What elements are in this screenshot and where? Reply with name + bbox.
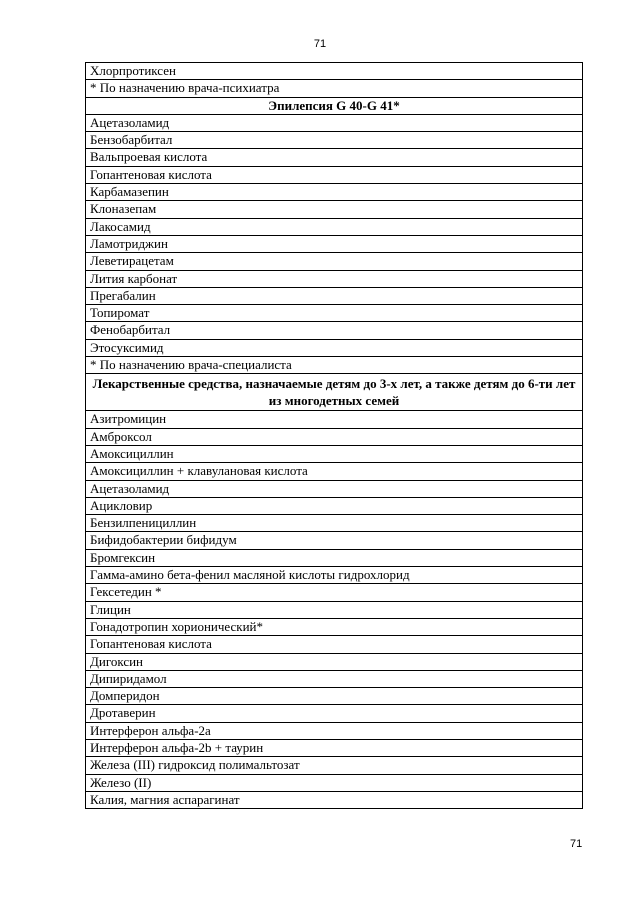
drug-row [86, 428, 583, 445]
drug-row [86, 532, 583, 549]
drug-row [86, 218, 583, 235]
drug-row [86, 132, 583, 149]
drug-row [86, 463, 583, 480]
drug-row [86, 63, 583, 80]
drug-row [86, 584, 583, 601]
drug-name-cell: Амоксициллин [86, 445, 583, 462]
drug-name-cell: Амоксициллин + клавулановая кислота [86, 463, 583, 480]
drug-list-table [85, 62, 583, 809]
page-number-bottom: 71 [570, 838, 583, 850]
drug-row [86, 515, 583, 532]
drug-row [86, 201, 583, 218]
drug-list-body [86, 63, 583, 809]
drug-name-cell: Домперидон [86, 688, 583, 705]
drug-name-cell: Ацикловир [86, 497, 583, 514]
drug-name-cell: Ацетазоламид [86, 480, 583, 497]
note-cell: * По назначению врача-специалиста [86, 357, 583, 374]
drug-name-cell: Фенобарбитал [86, 322, 583, 339]
drug-name-cell: Амброксол [86, 428, 583, 445]
drug-name-cell: Дигоксин [86, 653, 583, 670]
page-number-top: 71 [313, 38, 327, 50]
drug-row [86, 757, 583, 774]
drug-name-cell: Ламотриджин [86, 235, 583, 252]
drug-name-cell: Азитромицин [86, 411, 583, 428]
drug-name-cell: Интерферон альфа-2b + таурин [86, 739, 583, 756]
drug-row [86, 670, 583, 687]
drug-row [86, 411, 583, 428]
drug-row [86, 549, 583, 566]
drug-row [86, 166, 583, 183]
drug-row [86, 253, 583, 270]
drug-row [86, 791, 583, 808]
drug-name-cell: Интерферон альфа-2а [86, 722, 583, 739]
drug-row [86, 305, 583, 322]
drug-name-cell: Глицин [86, 601, 583, 618]
drug-name-cell: Бензилпенициллин [86, 515, 583, 532]
section-header-row [86, 374, 583, 411]
drug-row [86, 114, 583, 131]
drug-row [86, 480, 583, 497]
drug-row [86, 235, 583, 252]
drug-name-cell: Дротаверин [86, 705, 583, 722]
drug-row [86, 705, 583, 722]
drug-row [86, 184, 583, 201]
drug-name-cell: Гопантеновая кислота [86, 166, 583, 183]
drug-row [86, 739, 583, 756]
drug-name-cell: Калия, магния аспарагинат [86, 791, 583, 808]
drug-row [86, 497, 583, 514]
drug-name-cell: Дипиридамол [86, 670, 583, 687]
drug-name-cell: Вальпроевая кислота [86, 149, 583, 166]
drug-name-cell: Железа (III) гидроксид полимальтозат [86, 757, 583, 774]
drug-row [86, 636, 583, 653]
drug-name-cell: Гопантеновая кислота [86, 636, 583, 653]
drug-name-cell: Леветирацетам [86, 253, 583, 270]
drug-row [86, 445, 583, 462]
drug-name-cell: Лакосамид [86, 218, 583, 235]
drug-row [86, 567, 583, 584]
drug-name-cell: Железо (II) [86, 774, 583, 791]
drug-name-cell: Топиромат [86, 305, 583, 322]
drug-name-cell: Гамма-амино бета-фенил масляной кислоты гидрохлорид [86, 567, 583, 584]
note-row [86, 357, 583, 374]
drug-name-cell: Ацетазоламид [86, 114, 583, 131]
drug-name-cell: Бензобарбитал [86, 132, 583, 149]
drug-name-cell: Лития карбонат [86, 270, 583, 287]
note-row [86, 80, 583, 97]
section-header-cell: Лекарственные средства, назначаемые детям до 3-х лет, а также детям до 6-ти лет из многодетных семей [86, 374, 583, 411]
drug-name-cell: Бифидобактерии бифидум [86, 532, 583, 549]
drug-name-cell: Этосуксимид [86, 339, 583, 356]
drug-row [86, 149, 583, 166]
drug-name-cell: Прегабалин [86, 287, 583, 304]
drug-row [86, 322, 583, 339]
drug-row [86, 774, 583, 791]
section-header-cell: Эпилепсия G 40-G 41* [86, 97, 583, 114]
drug-row [86, 601, 583, 618]
drug-name-cell: Гексетедин * [86, 584, 583, 601]
drug-name-cell: Хлорпротиксен [86, 63, 583, 80]
drug-row [86, 653, 583, 670]
drug-row [86, 287, 583, 304]
drug-name-cell: Гонадотропин хорионический* [86, 618, 583, 635]
drug-name-cell: Клоназепам [86, 201, 583, 218]
drug-row [86, 270, 583, 287]
drug-name-cell: Бромгексин [86, 549, 583, 566]
section-header-row [86, 97, 583, 114]
drug-row [86, 618, 583, 635]
drug-row [86, 339, 583, 356]
drug-row [86, 688, 583, 705]
drug-row [86, 722, 583, 739]
note-cell: * По назначению врача-психиатра [86, 80, 583, 97]
drug-name-cell: Карбамазепин [86, 184, 583, 201]
